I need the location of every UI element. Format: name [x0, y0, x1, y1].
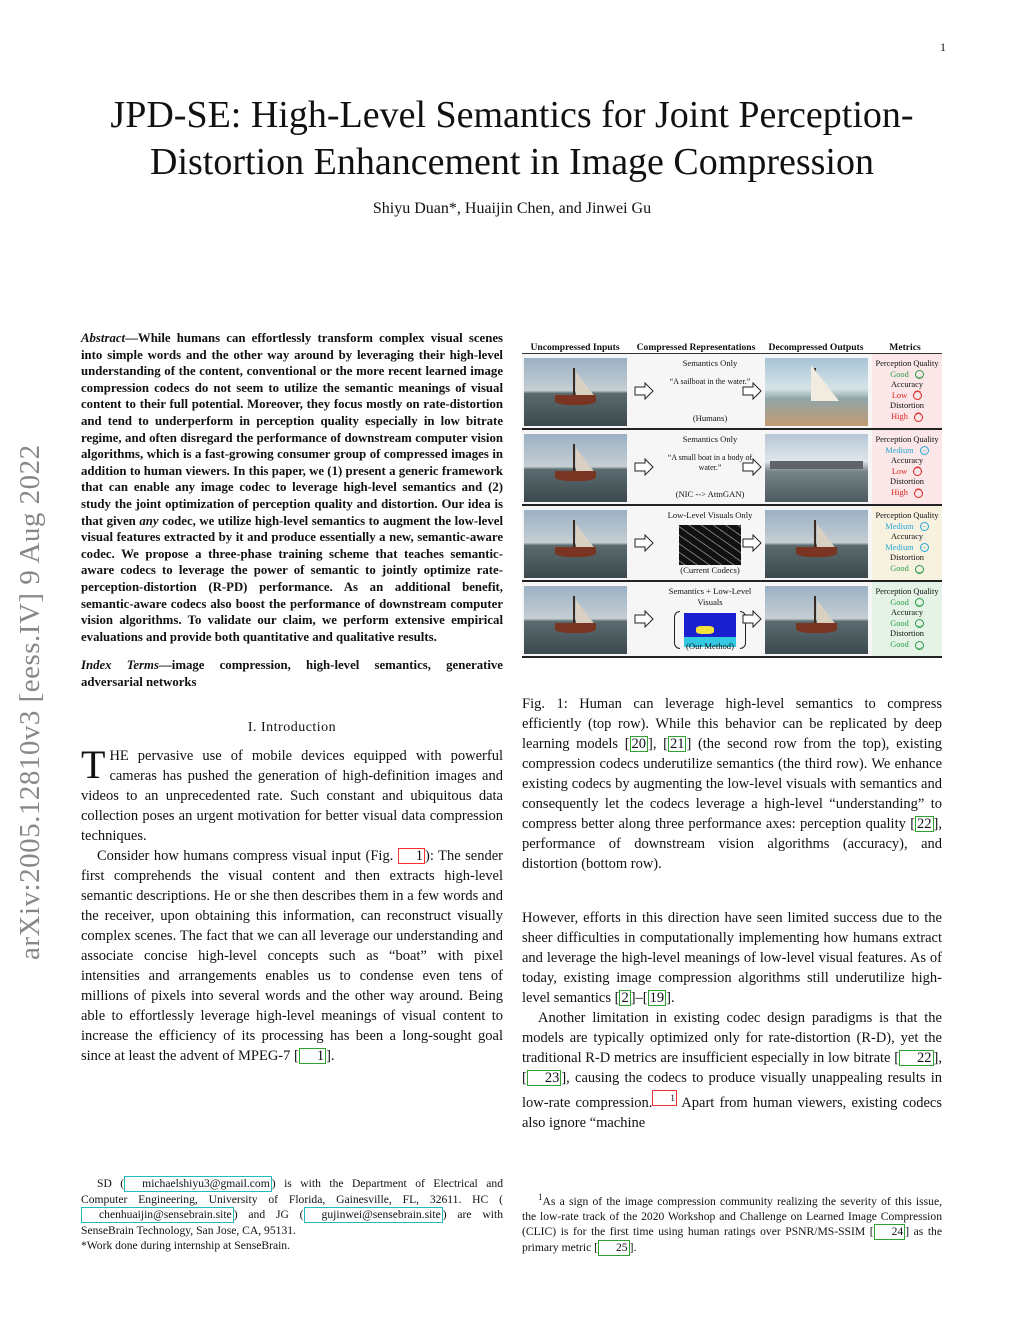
citation-link[interactable]: 24 [874, 1224, 906, 1240]
footnote-number: 1 [538, 1192, 543, 1202]
figure-row [522, 582, 942, 658]
rep-label: Low-Level Visuals Only [667, 510, 753, 520]
index-terms-text: —image compression, high-level semantics, generative adversarial networks [81, 658, 503, 689]
section-heading: I. Introduction [247, 720, 337, 736]
input-image [524, 358, 627, 426]
arxiv-watermark: arXiv:2005.12810v3 [eess.IV] 9 Aug 2022 [14, 444, 46, 960]
metrics-panel [872, 354, 942, 428]
body-text: ]. [666, 990, 675, 1006]
abstract-label: Abstract [81, 331, 126, 345]
arrow-icon [742, 610, 762, 628]
clic-footnote [522, 1190, 942, 1256]
body-text: Another limitation in existing codec design paradigms is that the models are typically optimized only for rate-distortion (R-D), yet the traditional R-D metrics are insufficient especially in low bitrate [ [522, 1010, 942, 1066]
internship-note: *Work done during internship at SenseBrain. [81, 1239, 291, 1253]
output-image [765, 586, 868, 654]
caption-text: ], performance of downstream vision algorithms (accuracy), and distortion (bottom row). [522, 816, 942, 872]
metric-label: Distortion [890, 477, 924, 487]
email-link-3[interactable]: gujinwei@sensebrain.site [304, 1207, 443, 1223]
citation-link[interactable]: 19 [649, 990, 665, 1006]
body-text: ], [ [522, 1050, 942, 1086]
edge-map-image [679, 525, 741, 565]
neutral-icon: – [920, 543, 929, 552]
metric-value: Medium – [872, 446, 942, 457]
input-image [524, 434, 627, 502]
arrow-icon [742, 458, 762, 476]
citation-link[interactable]: 22 [899, 1050, 934, 1066]
intro-p2-c: ]. [326, 1048, 335, 1065]
metric-label: Distortion [890, 629, 924, 639]
rep-source: (Current Codecs) [680, 565, 740, 575]
caption-text: ], [ [648, 736, 668, 752]
neutral-icon: – [920, 522, 929, 531]
figure-caption [522, 694, 942, 874]
arrow-icon [634, 534, 654, 552]
paper-title: JPD-SE: High-Level Semantics for Joint Perception-Distortion Enhancement in Image Compression [110, 94, 914, 183]
metric-label: Accuracy [890, 380, 924, 390]
left-column [81, 330, 503, 1066]
intro-p2-b: ): The sender first comprehends the visual content and then extracts high-level semantic descriptions. He or she then describes them in a few words and the receiver, upon obtaining this information, can reconstruct visually complex scenes. The fact that we can all leverage our understanding and associate concise high-level concepts such as “boat” with pixel intensities and arrangements enables us to condense even tens of millions of pixels into several words and the other way around. Being able to effortlessly leverage high-level meanings of visual content to increase the efficiency of its processing has been a long-sought goal since at least the advent of MPEG-7 [ [81, 848, 503, 1065]
rep-label: Semantics + Low-Level Visuals [668, 586, 752, 607]
output-image [765, 510, 868, 578]
header-metrics: Metrics [889, 342, 921, 353]
smile-icon: ‿ [916, 640, 923, 649]
smile-icon: ‿ [916, 598, 923, 607]
email-link-2[interactable]: chenhuaijin@sensebrain.site [81, 1207, 234, 1223]
citation-link[interactable]: 23 [527, 1070, 562, 1086]
footnote-text-a: SD ( [97, 1177, 125, 1190]
index-terms [81, 657, 503, 690]
author-footnote [81, 1176, 503, 1254]
figure-row [522, 430, 942, 506]
citation-link[interactable]: 20 [631, 736, 647, 752]
figure-1 [522, 340, 942, 658]
footnote-link[interactable]: 1 [652, 1090, 677, 1106]
rep-label: Semantics Only [682, 434, 738, 444]
metric-value: Medium – [872, 522, 942, 533]
smile-icon: ‿ [916, 564, 923, 573]
intro-paragraph-1 [81, 742, 503, 846]
figure-row [522, 354, 942, 430]
email-link-1[interactable]: michaelshiyu3@gmail.com [124, 1176, 272, 1192]
intro-p1-text: HE pervasive use of mobile devices equipped with powerful cameras has pushed the generation of high-definition images and videos to an unprecedented rate. Such constant and ubiquitous data collection poses an urgent motivation for better visual data compression techniques. [81, 748, 503, 845]
rep-source: (Our Method) [686, 641, 734, 651]
footnote-text: ] as the primary metric [ [522, 1225, 942, 1255]
page-number: 1 [940, 40, 946, 54]
footnote-text-c: ) and JG ( [233, 1208, 304, 1222]
smile-icon: ‿ [916, 370, 923, 379]
citation-link[interactable]: 22 [917, 816, 932, 832]
citation-link[interactable]: 1 [299, 1048, 326, 1064]
metric-value: Good ‿ [890, 597, 923, 607]
metric-value: High ⁀ [891, 487, 922, 497]
body-text: Apart from human viewers, existing codecs also ignore “machine [522, 1094, 942, 1131]
metric-value: Good ‿ [890, 639, 923, 649]
footnote-text-b: ) is with the Department of Electrical and Computer Engineering, University of Florida, Gainesville, FL, 32611. HC ( [81, 1177, 503, 1206]
intro-paragraph-2 [81, 846, 503, 1066]
output-image [765, 358, 868, 426]
abstract-text-1: —While humans can effortlessly transform complex visual scenes into simple words and the other way around by leveraging their high-level understanding of the content, conventional or the more recent learned image compression codecs do not seem to utilize the semantic meanings of visual content to their full potential. Moreover, they focus mostly on rate-distortion and tend to underperform in perception quality especially in low bitrate regime, and often disregard the performance of downstream computer vision algorithms, which is a fast-growing consumer group of compressed images in addition to human viewers. In this paper, we (1) present a generic framework that can enable any image codec to leverage high-level semantics and (2) study the joint optimization of perception quality and distortion. Our idea is that given [81, 331, 503, 528]
rep-caption: “A small boat in a body of water.” [667, 453, 753, 472]
index-terms-label: Index Terms [81, 658, 159, 673]
abstract-text-2: codec, we utilize high-level semantics to augment the low-level visual features extracted by it and produce essentially a new, semantic-aware codec. We propose a three-phase training scheme that teaches semantic-aware codecs to leverage the power of semantic to jointly optimize rate-perception-distortion (R-PD) performance. As an additional benefit, semantic-aware codecs also boost the performance of downstream computer vision algorithms. To validate our claim, we perform extensive empirical evaluations and provide both quantitative and qualitative results. [81, 513, 503, 644]
input-image [524, 586, 627, 654]
caption-text: ] (the second row from the top), existing compression codecs underutilize semantics (the third row). We enhance existing codecs by augmenting the low-level visuals with semantics and consequently let the codecs leverage a high-level “understanding” to compress better along three performance axes: perception quality [ [522, 736, 942, 832]
metric-label: Perception Quality [875, 359, 939, 368]
body-text: However, efforts in this direction have seen limited success due to the sheer difficulties in computationally implementing how humans extract and leverage the high-level meanings of low-level visual features. As of today, existing image compression algorithms still underutilize high-level semantics [ [522, 910, 942, 1006]
metrics-panel [872, 506, 942, 580]
body-paragraph [522, 1008, 942, 1133]
metric-value: Good ‿ [890, 618, 923, 628]
body-text: ]–[ [630, 990, 648, 1006]
rep-source: (Humans) [692, 413, 728, 423]
abstract [81, 330, 503, 645]
metric-label: Perception Quality [875, 587, 939, 596]
rep-caption: “A sailboat in the water.” [669, 377, 751, 386]
title-block [90, 92, 934, 218]
frown-icon: ⁀ [915, 488, 922, 497]
citation-link[interactable]: 25 [598, 1240, 630, 1256]
output-image [765, 434, 868, 502]
header-inputs: Uncompressed Inputs [530, 342, 620, 353]
arrow-icon [634, 382, 654, 400]
arrow-icon [742, 382, 762, 400]
metric-label: Perception Quality [875, 435, 939, 444]
metric-value: Good ‿ [890, 563, 923, 573]
neutral-icon: – [920, 446, 929, 455]
rep-label: Semantics Only [682, 358, 738, 368]
metric-label: Distortion [890, 553, 924, 563]
metric-label: Accuracy [890, 608, 924, 618]
citation-link[interactable]: 2 [621, 990, 629, 1006]
dropcap: T [81, 742, 106, 788]
arrow-icon [634, 610, 654, 628]
frown-icon: ⁀ [914, 391, 921, 400]
metrics-panel [872, 430, 942, 504]
figure-ref-link[interactable]: 1 [398, 848, 425, 864]
metric-value: Medium – [872, 543, 942, 554]
footnote-text-d: ) are with SenseBrain Technology, San Jose, CA, 95131. [81, 1208, 503, 1238]
metric-value: High ⁀ [891, 411, 922, 421]
metric-label: Accuracy [890, 532, 924, 542]
metric-value: Low ⁀ [891, 466, 921, 476]
metric-value: Low ⁀ [891, 390, 921, 400]
right-column [522, 340, 942, 1133]
right-body [522, 908, 942, 1133]
citation-link[interactable]: 21 [669, 736, 685, 752]
rep-source: (NIC --> AttnGAN) [675, 489, 745, 499]
arrow-icon [742, 534, 762, 552]
header-representations: Compressed Representations [636, 342, 756, 353]
footnote-text: ]. [629, 1241, 637, 1255]
figure-row [522, 506, 942, 582]
metric-label: Distortion [890, 401, 924, 411]
frown-icon: ⁀ [914, 467, 921, 476]
metric-label: Perception Quality [875, 511, 939, 520]
abstract-emphasis: any [139, 513, 159, 528]
metric-value: Good ‿ [890, 369, 923, 379]
caption-text: Fig. 1: Human can leverage high-level semantics to compress efficiently (top row). While this behavior can be replicated by deep learning models [ [522, 696, 942, 752]
frown-icon: ⁀ [915, 412, 922, 421]
header-outputs: Decompressed Outputs [768, 342, 864, 353]
authors: Shiyu Duan*, Huaijin Chen, and Jinwei Gu [372, 200, 652, 217]
footnote-text: As a sign of the image compression community realizing the severity of this issue, the low-rate track of the 2020 Workshop and Challenge on Learned Image Compression (CLIC) is for the first time using human ratings over PSNR/MS-SSIM [ [522, 1194, 942, 1239]
body-paragraph [522, 908, 942, 1008]
arrow-icon [634, 458, 654, 476]
metric-label: Accuracy [890, 456, 924, 466]
intro-p2-a: Consider how humans compress visual input (Fig. [97, 848, 398, 865]
figure-header [522, 340, 942, 354]
smile-icon: ‿ [916, 619, 923, 628]
body-text: ], causing the codecs to produce visually unappealing results in low-rate compression. [522, 1070, 942, 1111]
metrics-panel [872, 582, 942, 656]
input-image [524, 510, 627, 578]
